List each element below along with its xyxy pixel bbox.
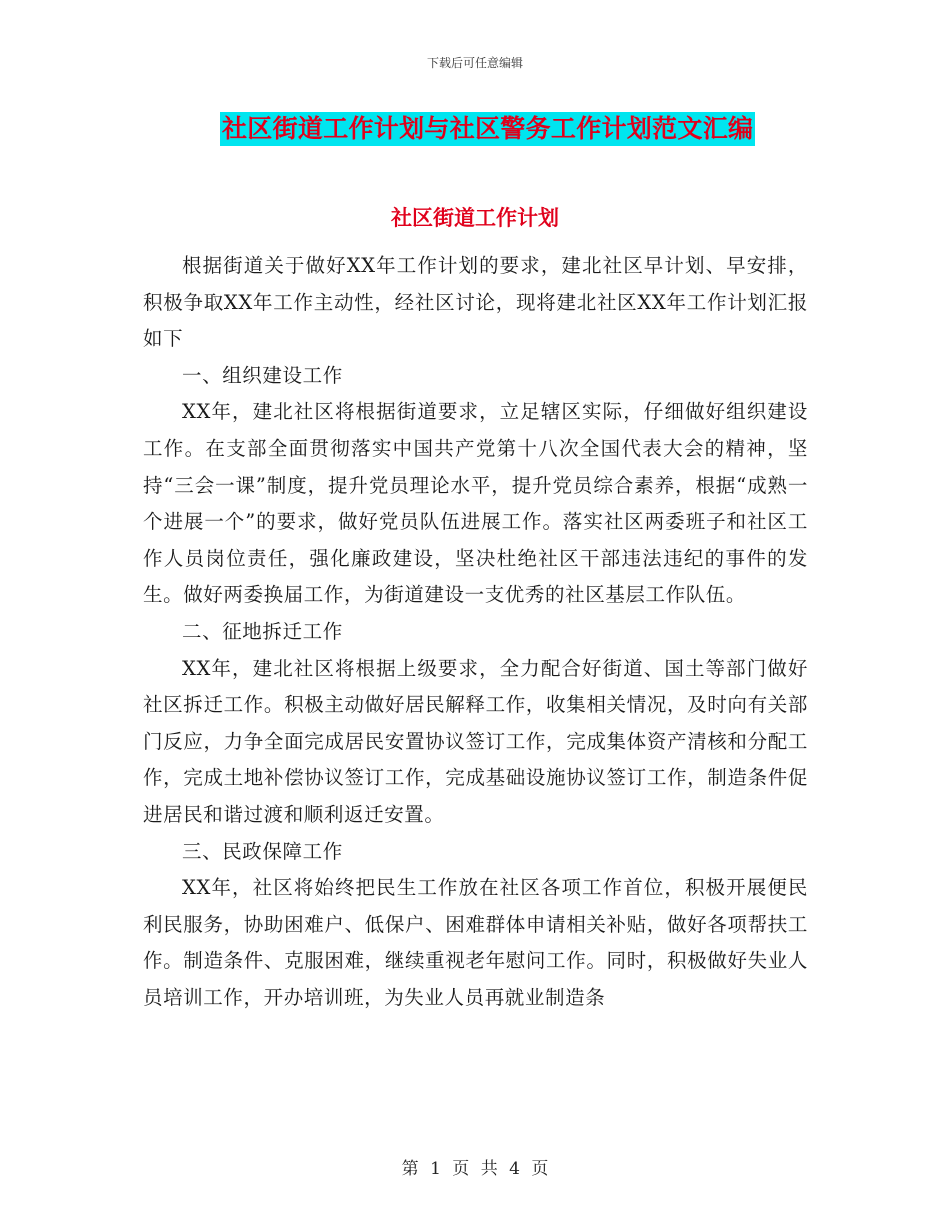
- document-title: 社区街道工作计划与社区警务工作计划范文汇编: [220, 112, 755, 146]
- paragraph-land-demolition: XX年，建北社区将根据上级要求，全力配合好街道、国土等部门做好社区拆迁工作。积极主动做好居民解释工作，收集相关情况，及时向有关部门反应，力争全面完成居民安置协议签订工作，完成集体资产清核和分配工作，完成土地补偿协议签订工作，完成基础设施协议签订工作，制造条件促进居民和谐过渡和顺利返迁安置。: [143, 656, 808, 826]
- document-body: [143, 248, 808, 1016]
- heading-land-demolition: 二、征地拆迁工作: [182, 619, 343, 643]
- paragraph-organization: XX年，建北社区将根据街道要求，立足辖区实际，仔细做好组织建设工作。在支部全面贯彻落实中国共产党第十八次全国代表大会的精神，坚持“三会一课”制度，提升党员理论水平，提升党员综合素养，根据“成熟一个进展一个”的要求，做好党员队伍进展工作。落实社区两委班子和社区工作人员岗位责任，强化廉政建设，坚决杜绝社区干部违法违纪的事件的发生。做好两委换届工作，为街道建设一支优秀的社区基层工作队伍。: [143, 400, 808, 607]
- header-note: 下载后可任意编辑: [426, 56, 523, 70]
- section-title: 社区街道工作计划: [391, 205, 559, 230]
- paragraph-intro: 根据街道关于做好XX年工作计划的要求，建北社区早计划、早安排，积极争取XX年工作主动性，经社区讨论，现将建北社区XX年工作计划汇报如下: [143, 254, 808, 351]
- page-footer: 第 1 页 共 4 页: [401, 1159, 549, 1179]
- heading-civil-affairs: 三、民政保障工作: [182, 839, 343, 863]
- paragraph-civil-affairs: XX年，社区将始终把民生工作放在社区各项工作首位，积极开展便民利民服务，协助困难户、低保户、困难群体申请相关补贴，做好各项帮扶工作。制造条件、克服困难，继续重视老年慰问工作。同时，积极做好失业人员培训工作，开办培训班，为失业人员再就业制造条: [143, 876, 808, 1009]
- heading-organization: 一、组织建设工作: [182, 363, 343, 387]
